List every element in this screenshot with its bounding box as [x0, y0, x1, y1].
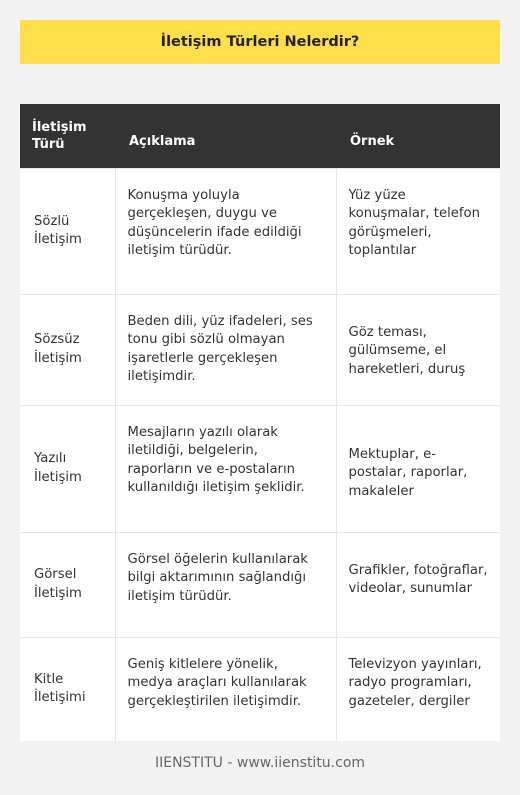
row-type-label: Yazılı İletişim [34, 451, 82, 485]
table-row [20, 637, 500, 741]
communication-types-table [20, 104, 500, 741]
row-description-cell: Mesajların yazılı olarak iletildiği, belgelerin, raporların ve e-postaların kullanıldığı iletişim şeklidir. [115, 405, 336, 532]
table-row [20, 532, 500, 637]
row-example-cell: Mektuplar, e-postalar, raporlar, makaleler [336, 405, 500, 532]
column-header-example: Örnek [350, 133, 395, 149]
table-row [20, 405, 500, 532]
table-row [20, 294, 500, 405]
table-header-row [20, 104, 500, 168]
page-title: İletişim Türleri Nelerdir? [160, 34, 360, 50]
table-row [20, 168, 500, 294]
row-type-cell [20, 405, 115, 532]
row-type-cell [20, 294, 115, 405]
row-description-cell: Geniş kitlelere yönelik, medya araçları kullanılarak gerçekleştirilen iletişimdir. [115, 637, 336, 741]
row-example-cell: Grafikler, fotoğraflar, videolar, sunumlar [336, 532, 500, 637]
row-type-cell [20, 168, 115, 294]
row-example-cell: Televizyon yayınları, radyo programları, gazeteler, dergiler [336, 637, 500, 741]
row-description-cell: Beden dili, yüz ifadeleri, ses tonu gibi sözlü olmayan işaretlerle gerçekleşen iletişimdir. [115, 294, 336, 405]
footer-credit: IIENSTITU - www.iienstitu.com [154, 755, 366, 771]
row-type-label: Kitle İletişimi [34, 671, 86, 706]
column-header-description: Açıklama [129, 133, 196, 149]
column-header-type: İletişim Türü [32, 119, 87, 152]
title-banner [20, 20, 500, 64]
row-type-label: Sözsüz İletişim [34, 332, 82, 366]
row-example-cell: Göz teması, gülümseme, el hareketleri, duruş [336, 294, 500, 405]
row-example-cell: Yüz yüze konuşmalar, telefon görüşmeleri, toplantılar [336, 168, 500, 294]
row-type-label: Sözlü İletişim [34, 213, 82, 247]
row-type-cell [20, 637, 115, 741]
row-description-cell: Konuşma yoluyla gerçekleşen, duygu ve düşüncelerin ifade edildiği iletişim türüdür. [115, 168, 336, 294]
row-description-cell: Görsel öğelerin kullanılarak bilgi aktarımının sağlandığı iletişim türüdür. [115, 532, 336, 637]
row-type-cell [20, 532, 115, 637]
row-type-label: Görsel İletişim [34, 567, 82, 601]
